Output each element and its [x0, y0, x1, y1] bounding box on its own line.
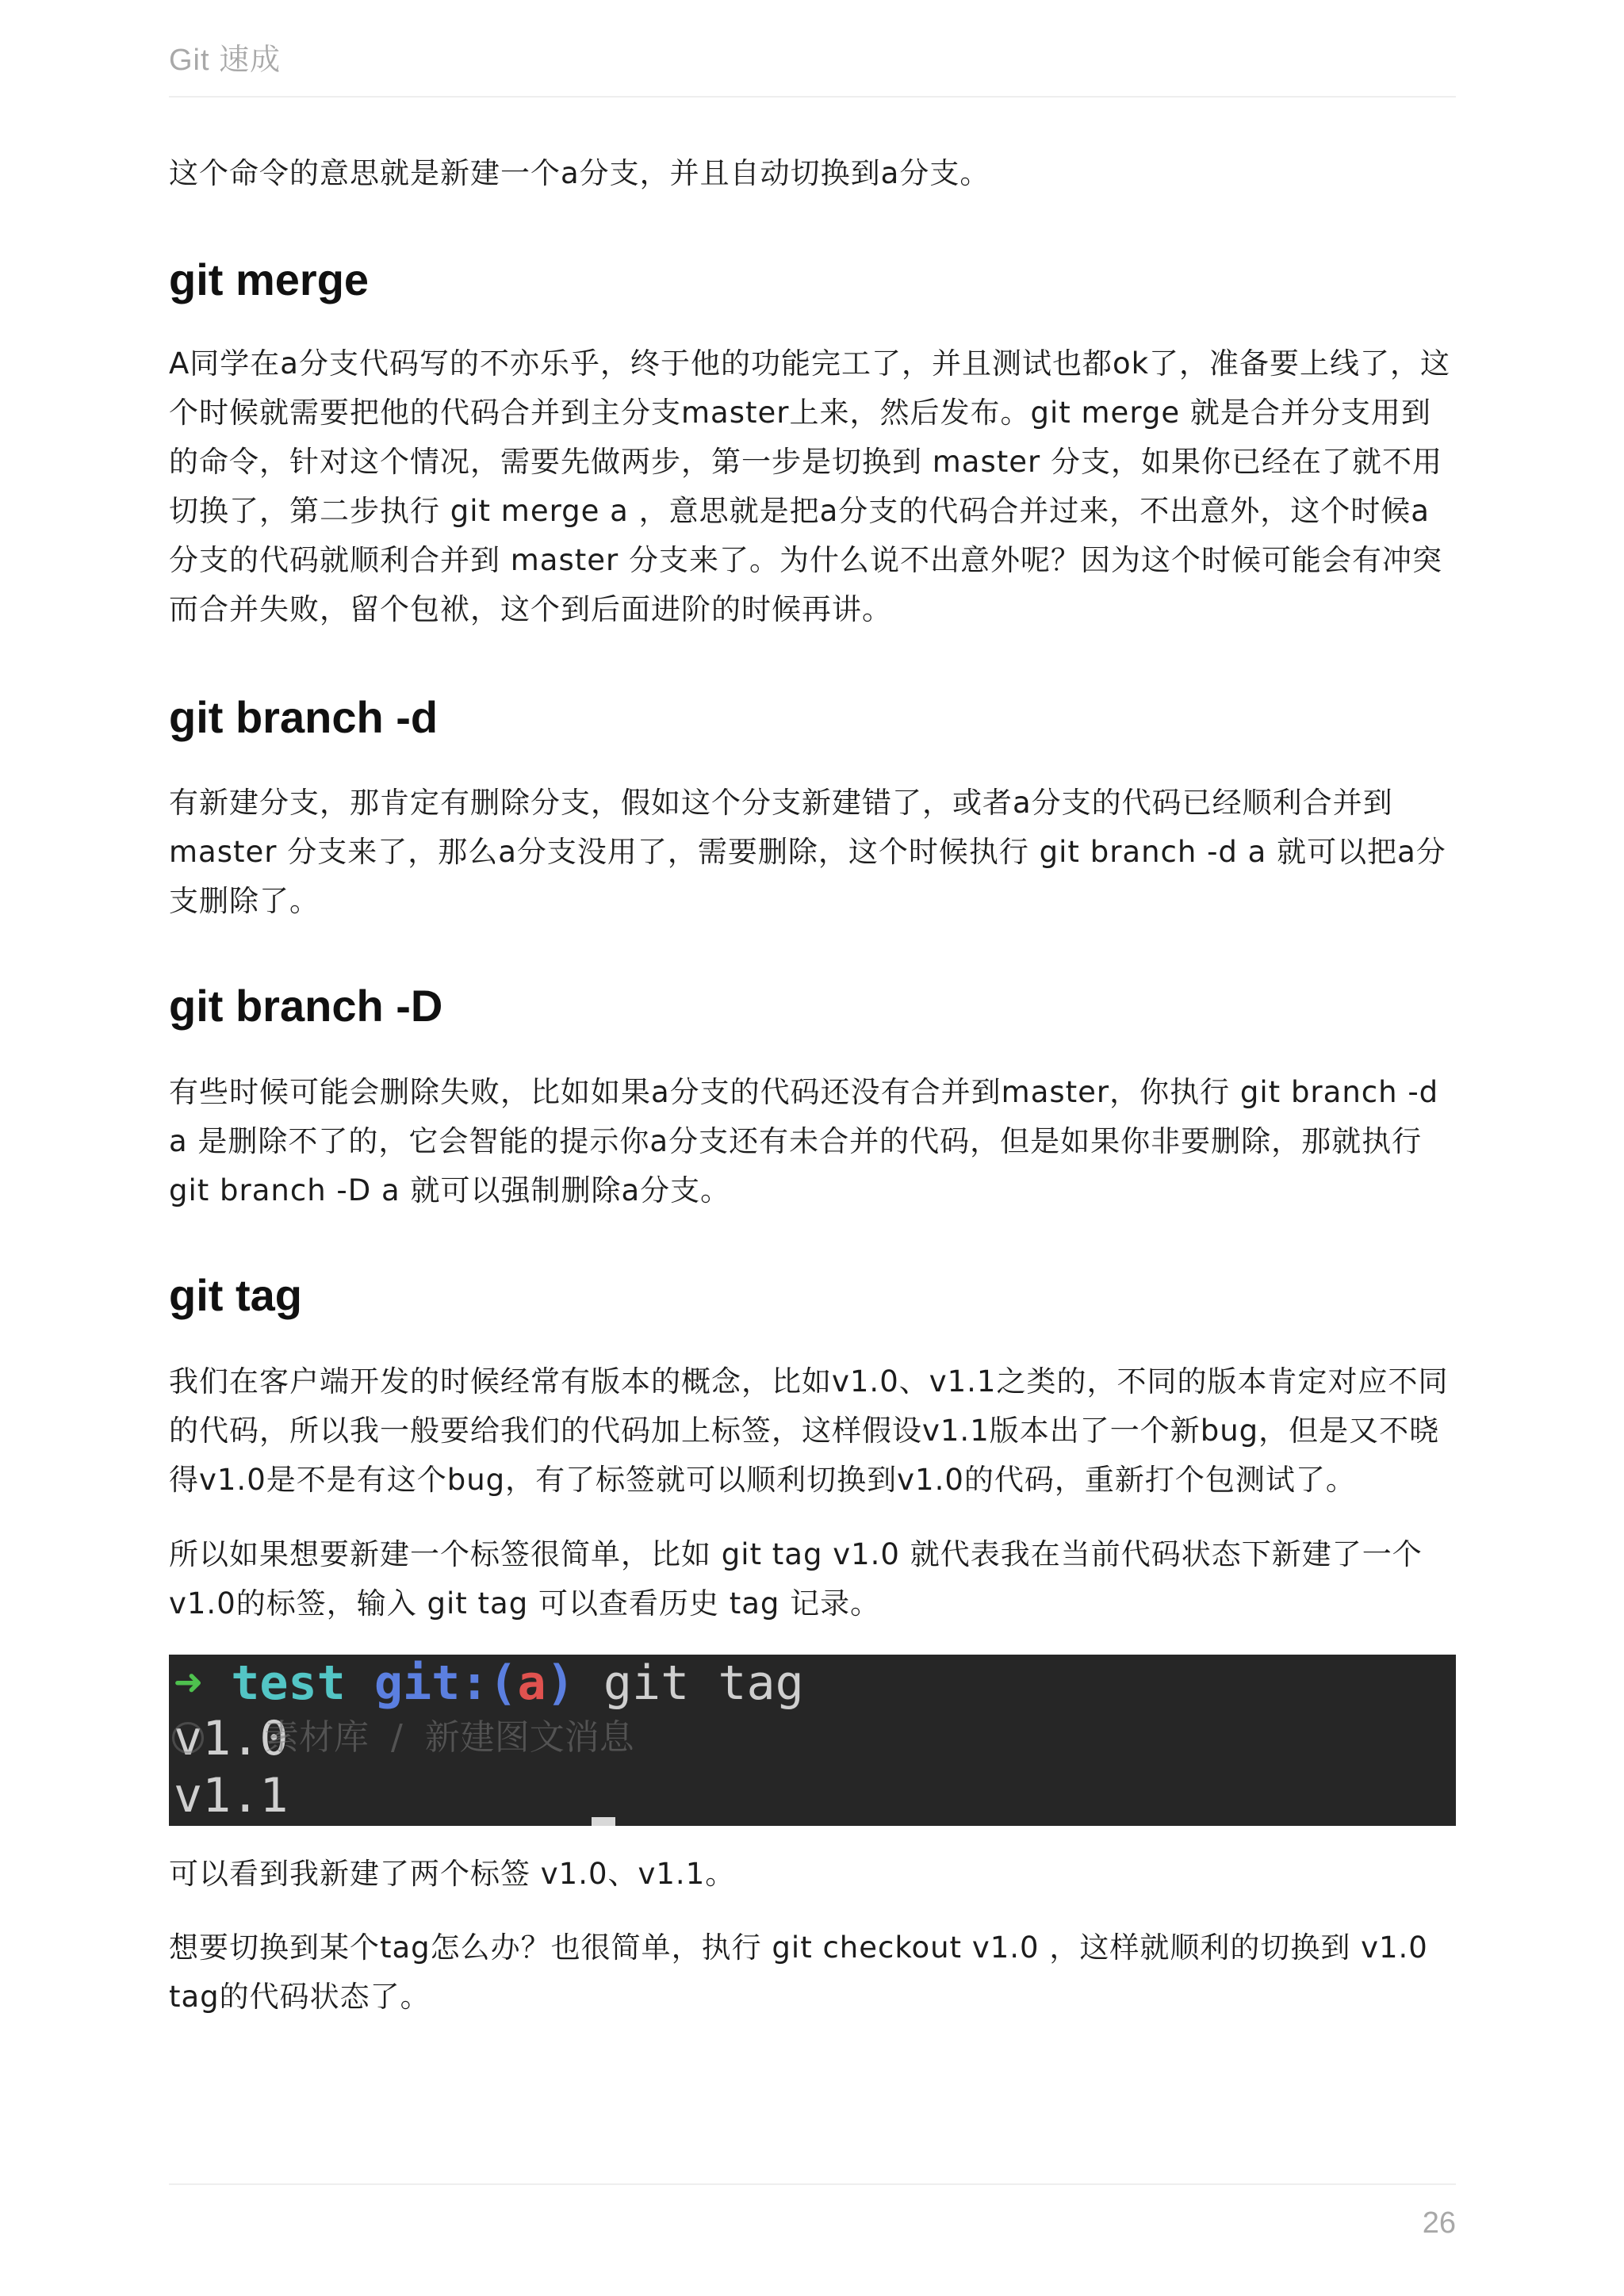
branch-d-paragraph: 有新建分支，那肯定有删除分支，假如这个分支新建错了，或者a分支的代码已经顺利合并到 master 分支来了，那么a分支没用了，需要删除，这个时候执行 git branch -d a 就可以把a分支删除了。	[169, 786, 1446, 918]
terminal-screenshot	[169, 1655, 1456, 1826]
tag-paragraph-2: 所以如果想要新建一个标签很简单，比如 git tag v1.0 就代表我在当前代码状态下新建了一个v1.0的标签，输入 git tag 可以查看历史 tag 记录。	[169, 1537, 1423, 1621]
prompt-git-prefix: git:(	[373, 1655, 518, 1711]
terminal-output-v1-0: v1.0	[174, 1711, 289, 1766]
terminal-prompt-line	[174, 1655, 804, 1712]
terminal-output-v1-1: v1.1	[174, 1768, 289, 1823]
back-circle-icon	[172, 1722, 204, 1754]
merge-paragraph: A同学在a分支代码写的不亦乐乎，终于他的功能完工了，并且测试也都ok了，准备要上线了，这个时候就需要把他的代码合并到主分支master上来，然后发布。git merge 就是合并分支用到的命令，针对这个情况，需要先做两步，第一步是切换到 master 分支，如果你已经在了就不用切换了，第二步执行 git merge a ，意思就是把a分支的代码合并过来，不出意外，这个时候a分支的代码就顺利合并到 master 分支来了。为什么说不出意外呢？因为这个时候可能会有冲突而合并失败，留个包袱，这个到后面进阶的时候再讲。	[169, 346, 1451, 626]
heading-git-tag: git tag	[169, 1270, 302, 1320]
prompt-arrow-icon: ➜	[174, 1655, 203, 1711]
tag-paragraph-4: 想要切换到某个tag怎么办？也很简单，执行 git checkout v1.0 ，这样就顺利的切换到 v1.0 tag的代码状态了。	[169, 1931, 1428, 2014]
prompt-command: git tag	[603, 1655, 804, 1711]
ghost-breadcrumb-overlay	[169, 1709, 634, 1759]
overlay-title: 新建图文消息	[424, 1717, 634, 1758]
prompt-branch: a	[517, 1655, 546, 1711]
branch-D-paragraph: 有些时候可能会删除失败，比如如果a分支的代码还没有合并到master，你执行 git branch -d a 是删除不了的，它会智能的提示你a分支还有未合并的代码，但是如果你非要删除，那就执行 git branch -D a 就可以强制删除a分支。	[169, 1075, 1439, 1207]
footer-divider	[169, 2183, 1456, 2185]
heading-git-merge: git merge	[169, 254, 370, 304]
header-divider	[169, 96, 1456, 98]
heading-git-branch-d: git branch -d	[169, 692, 439, 742]
page-number: 26	[1422, 2206, 1456, 2240]
terminal-cursor	[592, 1817, 615, 1826]
prompt-git-suffix: )	[546, 1655, 575, 1711]
tag-paragraph-3: 可以看到我新建了两个标签 v1.0、v1.1。	[169, 1857, 736, 1891]
overlay-crumb: 素材库	[264, 1717, 369, 1758]
overlay-separator: /	[390, 1717, 403, 1758]
intro-paragraph: 这个命令的意思就是新建一个a分支，并且自动切换到a分支。	[169, 156, 990, 190]
running-header: Git 速成	[169, 44, 282, 77]
tag-paragraph-1: 我们在客户端开发的时候经常有版本的概念，比如v1.0、v1.1之类的，不同的版本肯定对应不同的代码，所以我一般要给我们的代码加上标签，这样假设v1.1版本出了一个新bug，但是又不晓得v1.0是不是有这个bug，有了标签就可以顺利切换到v1.0的代码，重新打个包测试了。	[169, 1364, 1449, 1497]
heading-git-branch-D: git branch -D	[169, 981, 443, 1031]
prompt-directory: test	[231, 1655, 346, 1711]
